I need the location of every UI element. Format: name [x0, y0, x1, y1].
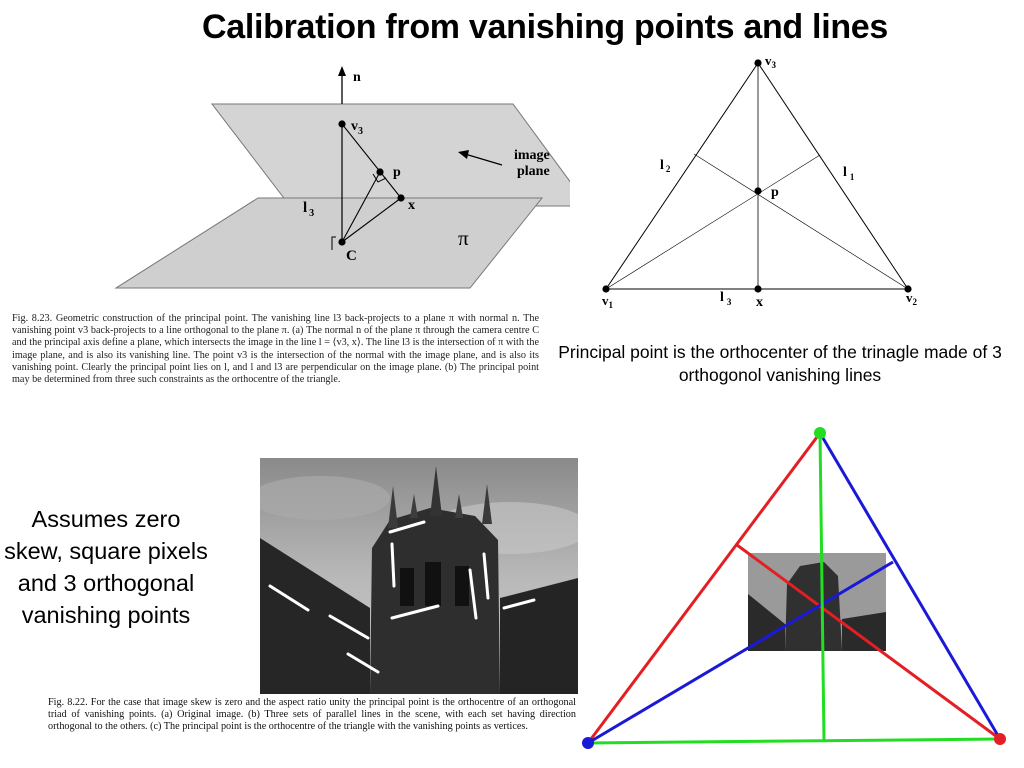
vanishing-triangle-diagram — [580, 424, 1012, 754]
tower-window — [455, 566, 469, 606]
p-label: p — [771, 185, 779, 200]
v1-vertex-label: $v_1$ — [602, 293, 613, 310]
x-label: x — [408, 198, 415, 213]
p-label: p — [393, 165, 401, 180]
foot-x-point — [754, 285, 761, 292]
pi-label: π — [458, 226, 469, 250]
c-point — [338, 238, 345, 245]
red-vanishing-point — [994, 733, 1006, 745]
c-label: C — [346, 248, 357, 264]
principal-point-construction-diagram — [110, 62, 570, 292]
v3-vertex-label: $v_3$ — [765, 53, 776, 70]
slide-title: Calibration from vanishing points and lines — [201, 8, 889, 46]
tower-window — [400, 568, 414, 606]
fig-8-22-caption: Fig. 8.22. For the case that image skew is zero and the aspect ratio unity the principal point is the orthocentre of an orthogonal triad of vanishing points. (a) Original image. (b) Three sets of parallel lines in the scene, with each set having direction orthogonal to the others. (c) The principal point is the orthocentre of the triangle with the vanishing points as vertices. — [48, 697, 576, 733]
orthocenter-triangle-diagram — [590, 52, 930, 320]
pi-plane-shape — [116, 198, 542, 288]
image-plane-label-1: image — [514, 148, 550, 163]
v1-vertex — [602, 285, 609, 292]
l3-label: l $_3$ — [303, 200, 315, 219]
vanishing-triangle — [606, 63, 908, 289]
p-point — [376, 168, 383, 175]
v3-point — [338, 120, 345, 127]
blue-altitude-line — [588, 562, 893, 743]
thumbnail-tower — [785, 562, 842, 651]
green-altitude-line — [820, 433, 824, 741]
cathedral-tower-photo — [260, 458, 578, 694]
altitude-v2 — [694, 154, 908, 289]
l3-label: l $_3$ — [720, 290, 732, 307]
fig-8-23-caption: Fig. 8.23. Geometric construction of the principal point. The vanishing line l3 back-projects to a plane π with normal n. The vanishing point v3 back-projects to a line orthogonal to the plane π. (a) The normal n of the plane π through the camera centre C and the principal axis define a plane, which intersects the image in the line l = ⟨v3, x⟩. The line l3 is the intersection of π with the image plane, and is also its vanishing line. The point v3 is the intersection of the normal with the image plane, and is also its vanishing point. Clearly the principal point lies on l, and l and l3 are perpendicular on the image plane. (b) The principal point may be determined from three such constraints as the orthocentre of the triangle. — [12, 313, 539, 386]
tower-window — [425, 562, 441, 606]
blue-vanishing-point — [582, 737, 594, 749]
green-edge-line — [588, 739, 1000, 743]
v3-vertex — [754, 59, 761, 66]
l1-label: l $_1$ — [843, 165, 855, 182]
altitude-v1 — [606, 155, 820, 289]
x-label: x — [756, 295, 763, 310]
l2-label: l $_2$ — [660, 158, 671, 174]
v2-vertex-label: $v_2$ — [906, 290, 917, 307]
green-vanishing-point — [814, 427, 826, 439]
principal-point-caption: Principal point is the orthocenter of the trinagle made of 3 orthogonol vanishing lines — [558, 342, 1002, 385]
image-plane-label-2: plane — [517, 164, 550, 179]
x-point — [397, 194, 404, 201]
v3-label: $v_3$ — [351, 119, 363, 137]
n-label: n — [353, 70, 361, 85]
normal-arrow-head — [338, 66, 346, 76]
right-wing — [500, 578, 578, 694]
orthocenter-point — [754, 187, 761, 194]
assumptions-text: Assumes zero skew, square pixels and 3 orthogonal vanishing points — [4, 506, 208, 628]
